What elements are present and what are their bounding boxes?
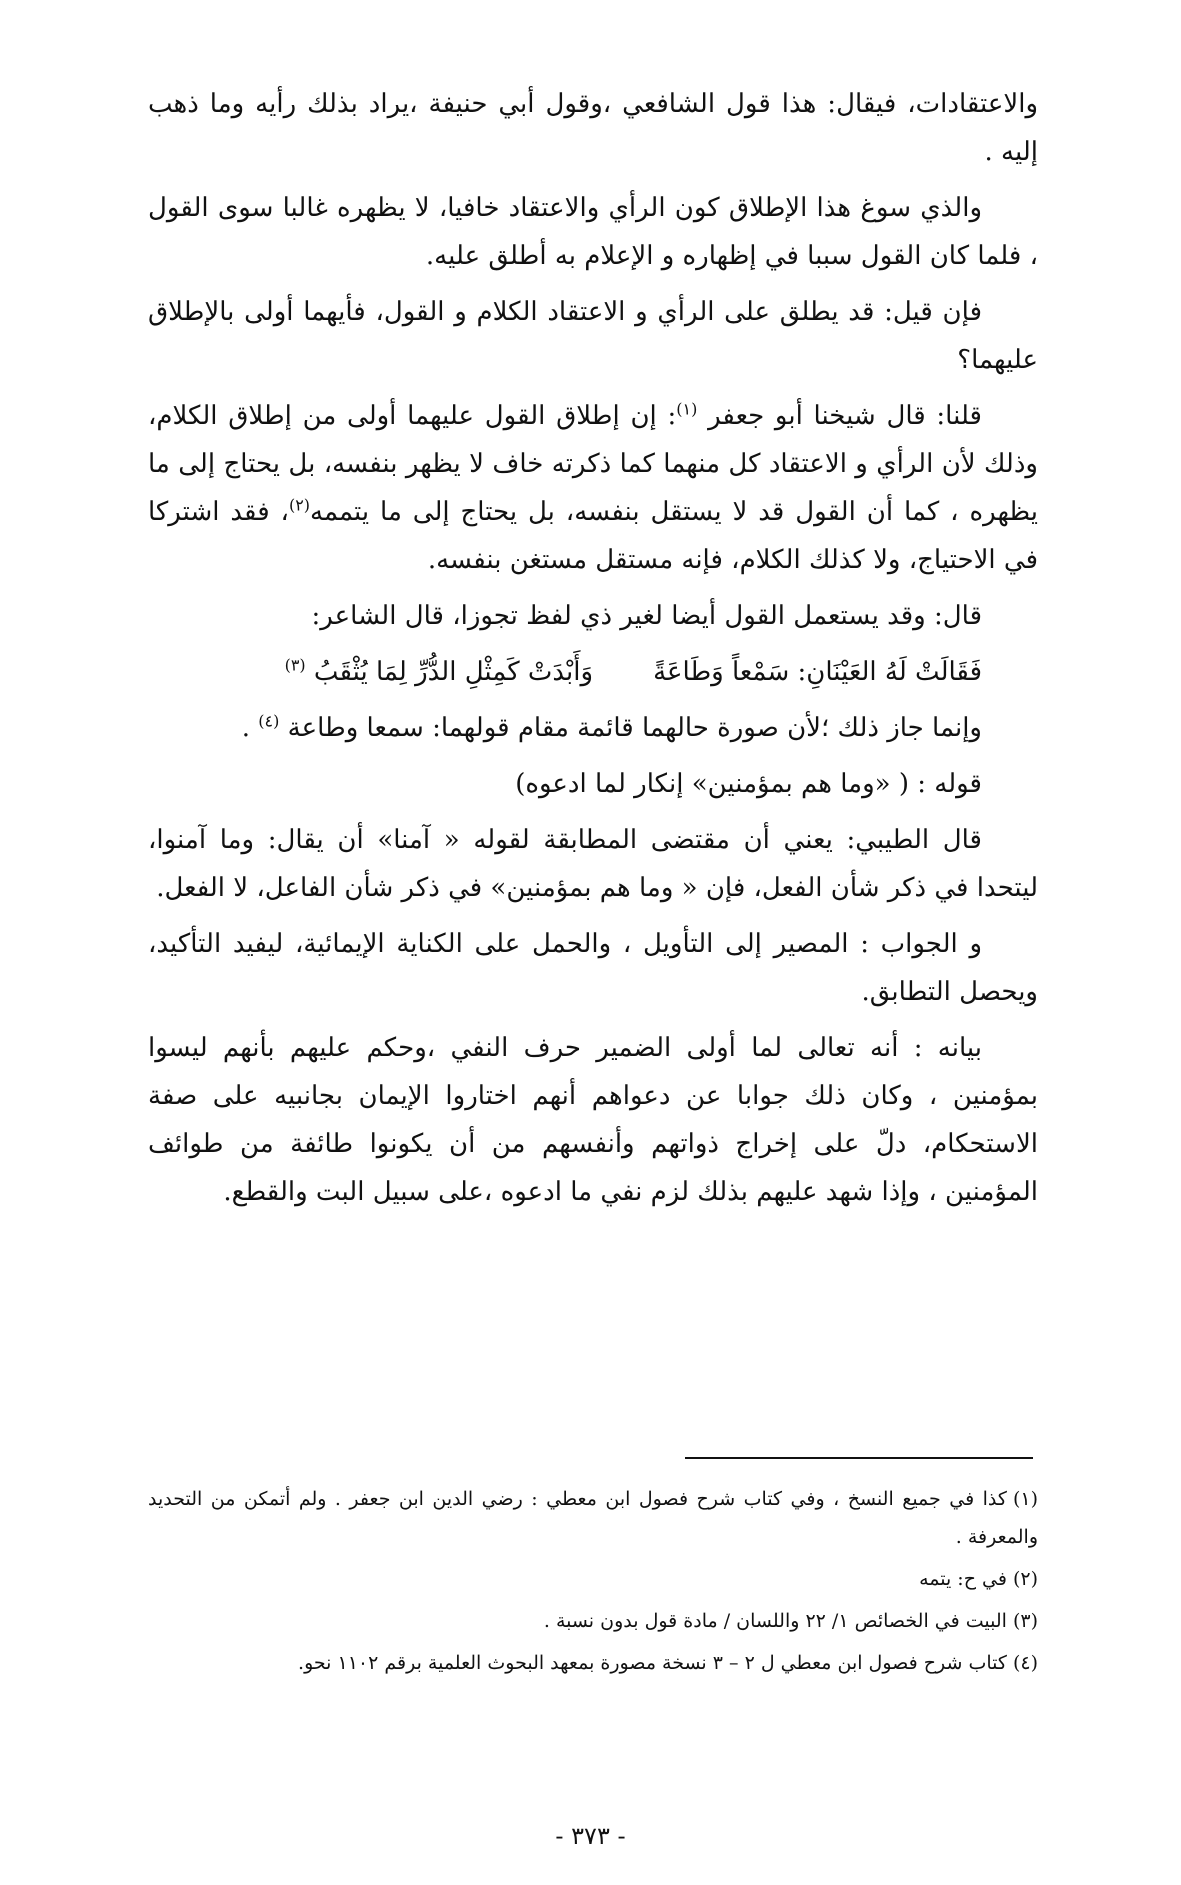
paragraph-5: قال: وقد يستعمل القول أيضا لغير ذي لفظ تجوزا، قال الشاعر: (311, 601, 982, 631)
paragraph-4-part1: قلنا: قال شيخنا أبو جعفر (697, 401, 982, 431)
paragraph-9: و الجواب : المصير إلى التأويل ، والحمل على الكناية الإيمائية، ليفيد التأكيد، ويحصل التطابق. (148, 929, 1038, 1007)
paragraph-4 (148, 392, 1038, 584)
footnote-ref-4: (٤) (258, 711, 280, 731)
paragraph-8: قال الطيبي: يعني أن مقتضى المطابقة لقوله « آمنا» أن يقال: وما آمنوا، ليتحدا في ذكر شأن الفعل، فإن « وما هم بمؤمنين» في ذكر شأن الفاعل، لا الفعل. (148, 825, 1038, 903)
verse-second-hemistich (285, 648, 594, 696)
footnote-1-text: كذا في جميع النسخ ، وفي كتاب شرح فصول ابن معطي : رضي الدين ابن جعفر . ولم أتمكن من التحديد والمعرفة . (148, 1488, 1038, 1548)
footnote-4 (148, 1644, 1038, 1682)
footnote-ref-1: (١) (676, 399, 698, 419)
paragraph-4-part3: ، فقد اشتركا في الاحتياج، ولا كذلك الكلام، فإنه مستقل مستغن بنفسه. (148, 497, 1038, 575)
verse-second-text: وَأَبْدَتْ كَمِثْلِ الدُّرِّ لِمَا يُثْقَبُ (313, 657, 594, 687)
footnote-ref-3: (٣) (284, 655, 306, 675)
footnote-1 (148, 1480, 1038, 1556)
footnote-3-number: (٣) (1012, 1610, 1038, 1632)
paragraph-10: بيانه : أنه تعالى لما أولى الضمير حرف النفي ،وحكم عليهم بأنهم ليسوا بمؤمنين ، وكان ذلك جوابا عن دعواهم أنهم اختاروا الإيمان بجانبيه على صفة الاستحكام، دلّ على إخراج ذواتهم وأنفسهم من أن يكونوا طائفة من طوائف المؤمنين ، وإذا شهد عليهم بذلك لزم نفي ما ادعوه ،على سبيل البت والقطع. (148, 1033, 1038, 1207)
page-number: - ٣٧٣ - (555, 1822, 626, 1850)
footnote-2-number: (٢) (1012, 1568, 1038, 1590)
verse-first-hemistich: فَقَالَتْ لَهُ العَيْنَانِ: سَمْعاً وَطَاعَةً (653, 657, 982, 687)
main-text (148, 80, 1038, 1224)
footnote-1-number: (١) (1012, 1488, 1038, 1510)
paragraph-6 (148, 704, 1038, 752)
paragraph-7: قوله : ( «وما هم بمؤمنين» إنكار لما ادعوه) (515, 769, 982, 799)
footnote-ref-2: (٢) (288, 495, 311, 515)
paragraph-6-end: . (241, 713, 259, 743)
footnote-3 (148, 1602, 1038, 1640)
paragraph-6-text: وإنما جاز ذلك ؛لأن صورة حالهما قائمة مقام قولهما: سمعا وطاعة (287, 713, 982, 743)
paragraph-2: والذي سوغ هذا الإطلاق كون الرأي والاعتقاد خافيا، لا يظهره غالبا سوى القول ، فلما كان القول سببا في إظهاره و الإعلام به أطلق عليه. (148, 193, 1038, 271)
footnote-4-number: (٤) (1012, 1652, 1038, 1674)
poetry-verse (148, 648, 1038, 696)
paragraph-4-part2: : إن إطلاق القول عليهما أولى من إطلاق الكلام، وذلك لأن الرأي و الاعتقاد كل منهما كما ذكرته خاف لا يظهر بنفسه، بل يحتاج إلى ما يظهره ، كما أن القول قد لا يستقل بنفسه، بل يحتاج إلى ما يتممه (148, 401, 1038, 527)
footnote-4-text: كتاب شرح فصول ابن معطي ل ٢ – ٣ نسخة مصورة بمعهد البحوث العلمية برقم ١١٠٢ نحو. (298, 1652, 1007, 1674)
paragraph-1: والاعتقادات، فيقال: هذا قول الشافعي ،وقول أبي حنيفة ،يراد بذلك رأيه وما ذهب إليه . (148, 89, 1038, 167)
footnote-3-text: البيت في الخصائص ١/ ٢٢ واللسان / مادة قول بدون نسبة . (543, 1610, 1007, 1632)
footnote-2 (148, 1560, 1038, 1598)
footnote-2-text: في ح: يتمه (919, 1568, 1007, 1590)
footnote-separator (685, 1457, 1033, 1459)
footnotes (148, 1480, 1038, 1686)
paragraph-3: فإن قيل: قد يطلق على الرأي و الاعتقاد الكلام و القول، فأيهما أولى بالإطلاق عليهما؟ (148, 297, 1038, 375)
